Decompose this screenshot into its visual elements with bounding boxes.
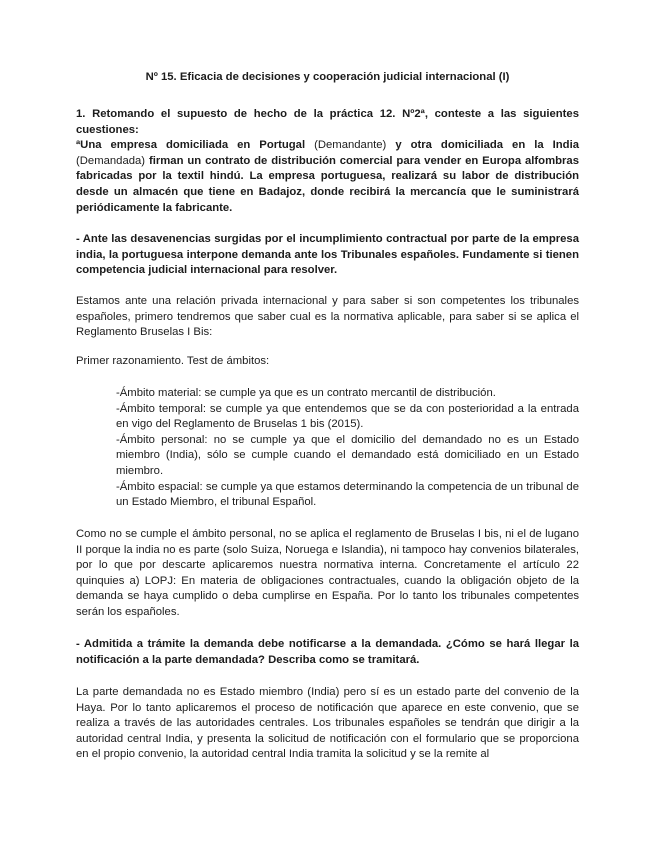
question-1-heading: 1. Retomando el supuesto de hecho de la práctica 12. Nº2ª, conteste a las siguientes cuestiones:: [76, 108, 579, 136]
sub-question-1: - Ante las desavenencias surgidas por el incumplimiento contractual por parte de la empresa india, la portuguesa interpone demanda ante los Tribunales españoles. Fundamente si tienen competencia judicial internacional para resolver.: [76, 233, 579, 277]
scope-item-espacial: -Ámbito espacial: se cumple ya que estamos determinando la competencia de un tribunal de un Estado Miembro, el tribunal Español.: [116, 480, 579, 509]
case-text-a: ªUna empresa domiciliada en Portugal: [76, 139, 306, 152]
case-text-b: (Demandante): [305, 139, 396, 152]
answer-paragraph-1: Estamos ante una relación privada internacional y para saber si son competentes los tribunales españoles, primero tendremos que saber cual es la normativa aplicable, para saber si se aplica el Reglamento Bruselas I Bis:: [76, 295, 579, 339]
document-title: Nº 15. Eficacia de decisiones y cooperación judicial internacional (I): [145, 71, 510, 83]
scope-test-list: [116, 386, 579, 511]
case-text-e: firman un contrato de distribución comercial para vender en Europa alfombras fabricadas por la textil hindú. La empresa portuguesa, realizará su labor de distribución desde un almacén que tiene en Badajoz, donde recibirá la mercancía que le suministrará periódicamente la fabricante.: [76, 154, 579, 214]
case-text-c: y otra domiciliada en la India: [395, 139, 579, 152]
answer-paragraph-3: La parte demandada no es Estado miembro (India) pero sí es un estado parte del convenio de la Haya. Por lo tanto aplicaremos el proceso de notificación que aparece en este convenio, que se realiza a través de las autoridades centrales. Los tribunales españoles se tendrán que dirigir a la autoridad central India, y presenta la solicitud de notificación con el formulario que se proporciona en el propio convenio, la autoridad central India tramita la solicitud y se la remite al: [76, 686, 579, 761]
case-statement: [76, 138, 579, 216]
scope-item-material: -Ámbito material: se cumple ya que es un contrato mercantil de distribución.: [116, 387, 496, 399]
sub-question-2: - Admitida a trámite la demanda debe notificarse a la demandada. ¿Cómo se hará llegar la notificación a la parte demandada? Describa como se tramitará.: [76, 638, 579, 666]
scope-item-temporal: -Ámbito temporal: se cumple ya que entendemos que se da con posterioridad a la entrada en vigo del Reglamento de Bruselas 1 bis (2015).: [116, 402, 579, 431]
question-1: [76, 107, 579, 216]
reasoning-heading: Primer razonamiento. Test de ámbitos:: [76, 355, 270, 367]
scope-item-personal: -Ámbito personal: no se cumple ya que el domicilio del demandado no es un Estado miembro (India), sólo se cumple cuando el demandado está domiciliado en un Estado miembro.: [116, 433, 579, 477]
answer-paragraph-2: Como no se cumple el ámbito personal, no se aplica el reglamento de Bruselas I bis, ni el de lugano II porque la india no es parte (solo Suiza, Noruega e Islandia), ni tampoco hay convenios bilaterales, por lo que por descarte aplicaremos nuestra normativa interna. Concretamente el artículo 22 quinquies a) LOPJ: En materia de obligaciones contractuales, cuando la obligación objeto de la demanda se haya cumplido o deba cumplirse en España. Por lo tanto los tribunales competentes serán los españoles.: [76, 528, 579, 618]
case-text-d: (Demandada): [76, 154, 149, 167]
